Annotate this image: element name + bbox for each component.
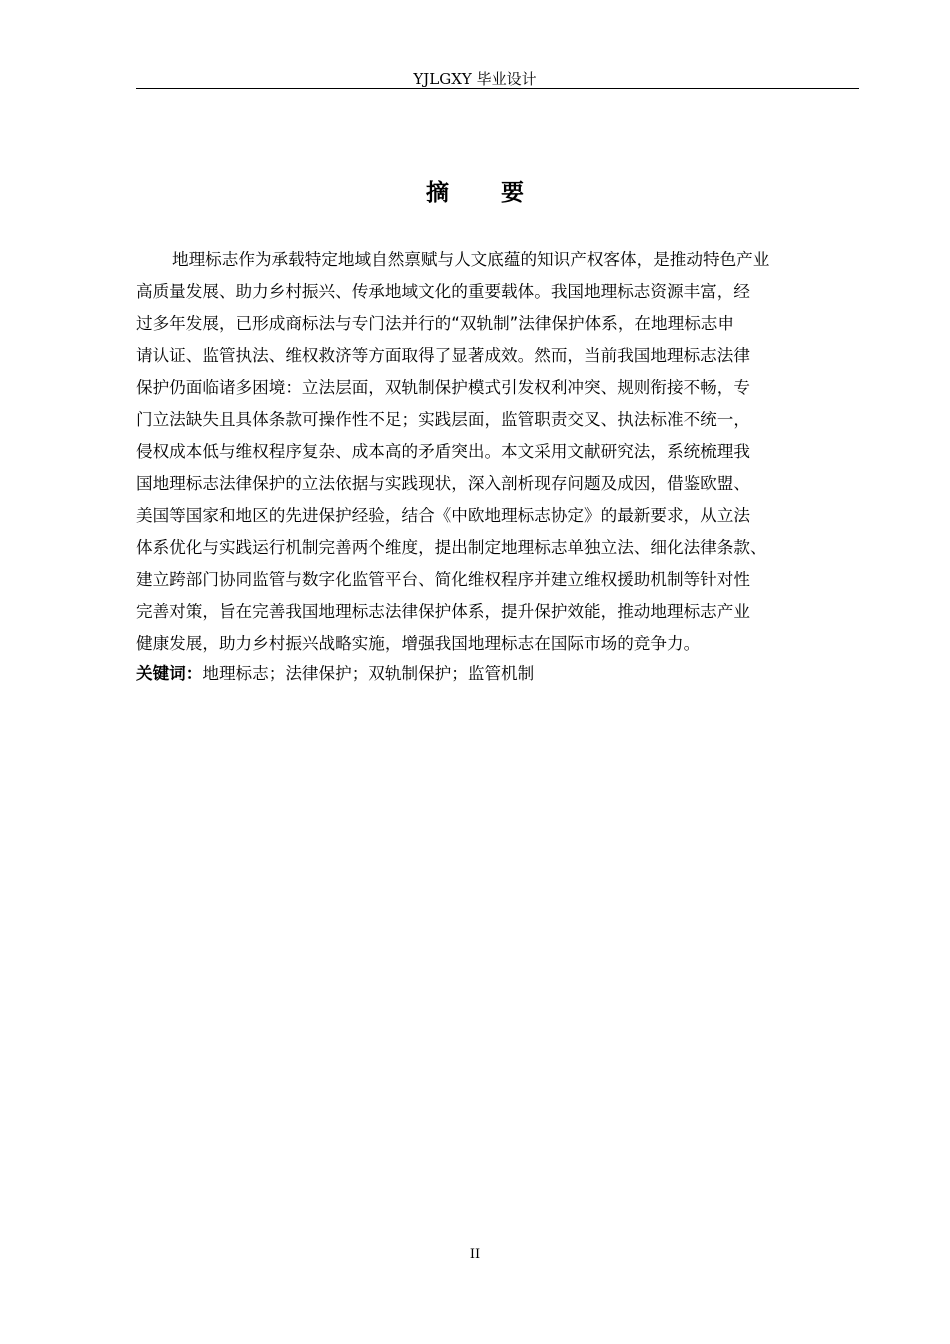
abstract-line: 健康发展，助力乡村振兴战略实施，增强我国地理标志在国际市场的竞争力。	[136, 634, 701, 653]
title-char-1: 摘	[426, 180, 449, 206]
abstract-line: 国地理标志法律保护的立法依据与实践现状，深入剖析现存问题及成因，借鉴欧盟、	[136, 474, 750, 493]
keywords-label: 关键词：	[136, 664, 203, 683]
keywords-text: 地理标志；法律保护；双轨制保护；监管机制	[202, 664, 535, 683]
header-rule	[136, 88, 859, 89]
keywords	[136, 660, 534, 688]
abstract-line: 保护仍面临诸多困境：立法层面，双轨制保护模式引发权利冲突、规则衔接不畅，专	[136, 378, 750, 397]
abstract-line: 请认证、监管执法、维权救济等方面取得了显著成效。然而，当前我国地理标志法律	[136, 346, 750, 365]
abstract-body	[136, 244, 862, 660]
page-number: II	[469, 1247, 481, 1262]
abstract-line: 地理标志作为承载特定地域自然禀赋与人文底蕴的知识产权客体，是推动特色产业	[172, 250, 770, 269]
abstract-line: 完善对策，旨在完善我国地理标志法律保护体系，提升保护效能，推动地理标志产业	[136, 602, 750, 621]
abstract-line: 侵权成本低与维权程序复杂、成本高的矛盾突出。本文采用文献研究法，系统梳理我	[136, 442, 750, 461]
abstract-line: 过多年发展，已形成商标法与专门法并行的“双轨制”法律保护体系，在地理标志申	[136, 314, 734, 333]
abstract-title	[0, 177, 950, 209]
abstract-line: 体系优化与实践运行机制完善两个维度，提出制定地理标志单独立法、细化法律条款、	[136, 538, 767, 557]
abstract-line: 建立跨部门协同监管与数字化监管平台、简化维权程序并建立维权援助机制等针对性	[136, 570, 750, 589]
abstract-line: 美国等国家和地区的先进保护经验，结合《中欧地理标志协定》的最新要求，从立法	[136, 506, 750, 525]
abstract-line: 门立法缺失且具体条款可操作性不足；实践层面，监管职责交叉、执法标准不统一，	[136, 410, 750, 429]
running-header: YJLGXY 毕业设计	[413, 70, 537, 88]
title-char-2: 要	[501, 180, 524, 206]
abstract-line: 高质量发展、助力乡村振兴、传承地域文化的重要载体。我国地理标志资源丰富，经	[136, 282, 750, 301]
